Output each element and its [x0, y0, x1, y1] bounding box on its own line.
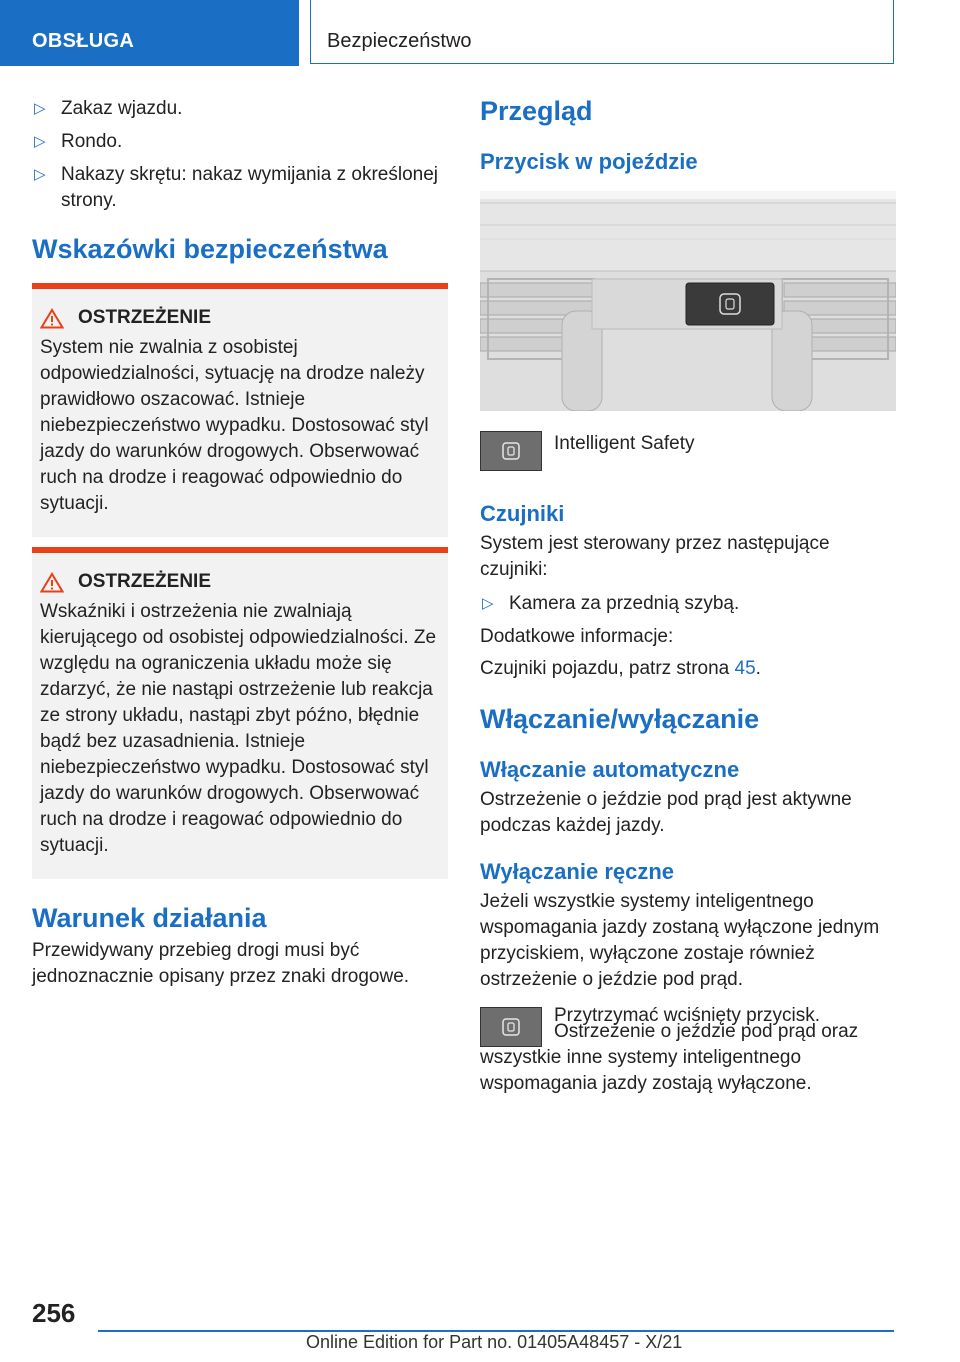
auto-text: Ostrzeżenie o jeździe pod prąd jest aktywne podczas każdej jazdy. [480, 789, 852, 836]
list-item: ▷ Nakazy skrętu: nakaz wymijania z określonej strony. [34, 164, 438, 211]
bullet-triangle-icon: ▷ [34, 100, 46, 117]
warning-box [32, 283, 448, 537]
additional-info: Dodatkowe informacje: [480, 626, 674, 647]
footer-edition: Online Edition for Part no. 01405A48457 - X/21 [306, 1332, 683, 1352]
section-tab [0, 0, 299, 66]
manual-step-text: Przytrzymać wciśnięty przycisk. [554, 1005, 821, 1026]
warning-text: System nie zwalnia z osobistej odpowiedzialności, sytuację na drodze należy prawidłowo oszacować. Istnieje niebezpieczeństwo wypadku. Dostosować styl jazdy do warunków drogowych. Obserwować ruch na drodze i reagować odpowiednio do sytuacji. [40, 337, 429, 514]
warning-box [32, 547, 448, 879]
section-label: OBSŁUGA [32, 30, 135, 52]
button-legend [480, 431, 896, 471]
chapter-title: Bezpieczeństwo [327, 30, 472, 52]
chapter-header [310, 0, 894, 64]
sensors-list [480, 591, 896, 617]
onoff-heading: Włączanie/wyłączanie [480, 704, 760, 734]
bullet-triangle-icon: ▷ [34, 166, 46, 183]
warning-title: OSTRZEŻENIE [40, 307, 440, 329]
condition-heading: Warunek działania [32, 903, 267, 933]
intelligent-safety-icon [480, 1007, 542, 1047]
manual-step [480, 1003, 896, 1029]
warning-triangle-icon [40, 308, 64, 329]
page-number: 256 [32, 1298, 76, 1328]
bullet-triangle-icon: ▷ [482, 595, 494, 612]
warning-text: Wskaźniki i ostrzeżenia nie zwalniają kierującego od osobistej odpowiedzialności. Ze względu na ograniczenia układu może się zdarzyć, że nie nastąpi ostrzeżenie lub reakcja ze strony układu, nastąpi zbyt późno, błędnie bądź bez uzasadnienia. Istnieje niebezpieczeństwo wypadku. Dostosować styl jazdy do warunków drogowych. Obserwować ruch na drodze i reagować odpowiednio do sytuacji. [40, 601, 437, 856]
sensors-text: System jest sterowany przez następujące czujniki: [480, 533, 830, 580]
manual-text: Jeżeli wszystkie systemy inteligentnego wspomagania jazdy zostaną wyłączone jednym przyciskiem, wyłączone zostaje również ostrzeżenie o jeździe pod prąd. [480, 891, 880, 990]
page-link[interactable]: 45 [734, 658, 756, 679]
intelligent-safety-icon [480, 431, 542, 471]
sensors-reference: Czujniki pojazdu, patrz strona 45. [480, 658, 761, 679]
overview-heading: Przegląd [480, 96, 593, 126]
warning-title: OSTRZEŻENIE [40, 571, 440, 593]
right-column [480, 96, 896, 1097]
sensors-heading: Czujniki [480, 501, 565, 526]
bullet-triangle-icon: ▷ [34, 133, 46, 150]
left-column [32, 96, 448, 990]
list-item: ▷ Kamera za przednią szybą. [480, 591, 896, 617]
button-heading: Przycisk w pojeździe [480, 149, 698, 174]
list-item: ▷ Zakaz wjazdu. [32, 96, 448, 122]
auto-heading: Włączanie automatyczne [480, 757, 740, 782]
warning-triangle-icon [40, 572, 64, 593]
condition-text: Przewidywany przebieg drogi musi być jednoznacznie opisany przez znaki drogowe. [32, 940, 410, 987]
safety-heading: Wskazówki bezpieczeństwa [32, 234, 388, 264]
manual-result: Ostrzeżenie o jeździe pod prąd oraz wszystkie inne systemy inteligentnego wspomagania jazdy zostają wyłączone. [480, 1021, 859, 1094]
vehicle-button-photo [480, 191, 896, 411]
manual-heading: Wyłączanie ręczne [480, 859, 675, 884]
sign-list [32, 96, 448, 214]
list-item: ▷ Rondo. [32, 129, 448, 155]
dashboard-illustration [480, 191, 896, 411]
button-label: Intelligent Safety [554, 433, 695, 454]
